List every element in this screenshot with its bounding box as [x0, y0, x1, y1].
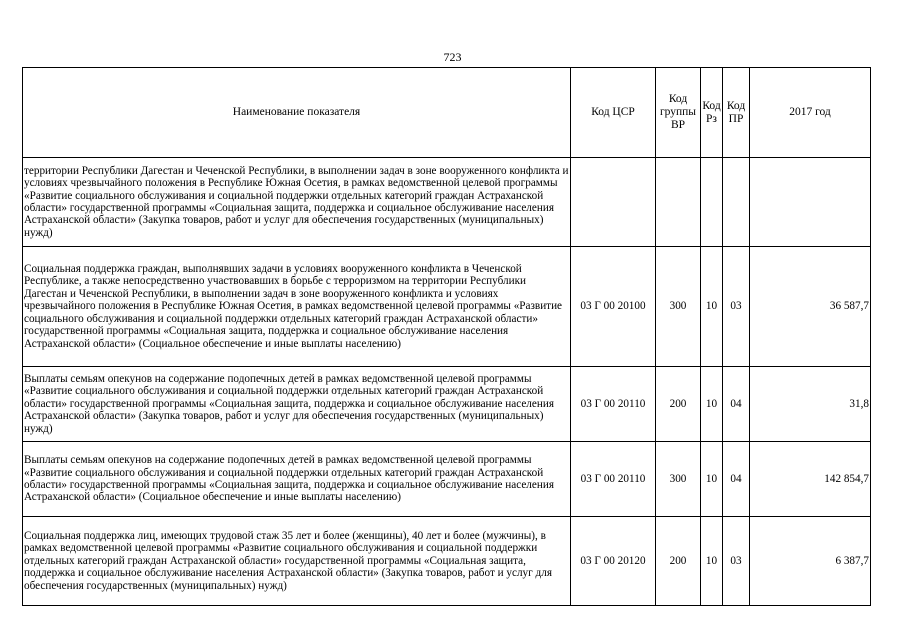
row-amount: 36 587,7 [750, 247, 871, 367]
row-csr-code: 03 Г 00 20110 [571, 442, 656, 517]
row-csr-code: 03 Г 00 20110 [571, 367, 656, 442]
row-vr-code: 200 [656, 367, 701, 442]
row-name: территории Республики Дагестан и Чеченской Республики, в выполнении задач в зоне вооруженного конфликта и условиях чрезвычайного положения в Республике Южная Осетия, в рамках ведомственной целевой программы «Развитие социального обслуживания и социальной поддержки отдельных категорий граждан Астраханской области» государственной программы «Социальная защита, поддержка и социальное обслуживание населения Астраханской области» (Закупка товаров, работ и услуг для обеспечения государственных (муниципальных) нужд) [23, 158, 571, 247]
row-rz-code [701, 158, 723, 247]
table-row [23, 367, 871, 442]
row-rz-code: 10 [701, 247, 723, 367]
row-rz-code: 10 [701, 367, 723, 442]
row-name: Социальная поддержка граждан, выполнявших задачи в условиях вооруженного конфликта в Чеченской Республике, а также непосредственно участвовавших в борьбе с терроризмом на территории Республики Дагестан и Чеченской Республики, в выполнении задач в зоне вооруженного конфликта и условиях чрезвычайного положения в Республике Южная Осетия, в рамках ведомственной целевой программы «Развитие социального обслуживания и социальной поддержки отдельных категорий граждан Астраханской области» государственной программы «Социальная защита, поддержка и социальное обслуживание населения Астраханской области» (Социальное обеспечение и иные выплаты населению) [23, 247, 571, 367]
row-pr-code: 03 [723, 247, 750, 367]
row-csr-code: 03 Г 00 20100 [571, 247, 656, 367]
row-vr-code: 200 [656, 517, 701, 606]
page-number: 723 [443, 50, 462, 64]
row-amount: 6 387,7 [750, 517, 871, 606]
table-row [23, 158, 871, 247]
row-csr-code: 03 Г 00 20120 [571, 517, 656, 606]
header-pr-code: Код ПР [723, 68, 750, 158]
row-vr-code [656, 158, 701, 247]
row-rz-code: 10 [701, 517, 723, 606]
row-name: Социальная поддержка лиц, имеющих трудовой стаж 35 лет и более (женщины), 40 лет и более (мужчины), в рамках ведомственной целевой программы «Развитие социального обслуживания и социальной поддержки отдельных категорий граждан Астраханской области» государственной программы «Социальная защита, поддержка и социальное обслуживание населения Астраханской области» (Закупка товаров, работ и услуг для обеспечения государственных (муниципальных) нужд) [23, 517, 571, 606]
row-vr-code: 300 [656, 247, 701, 367]
row-amount: 142 854,7 [750, 442, 871, 517]
row-pr-code [723, 158, 750, 247]
table-header-row [23, 68, 871, 158]
row-pr-code: 03 [723, 517, 750, 606]
row-pr-code: 04 [723, 367, 750, 442]
table-row [23, 442, 871, 517]
table-row [23, 247, 871, 367]
row-amount [750, 158, 871, 247]
table-row [23, 517, 871, 606]
row-name: Выплаты семьям опекунов на содержание подопечных детей в рамках ведомственной целевой программы «Развитие социального обслуживания и социальной поддержки отдельных категорий граждан Астраханской области» государственной программы «Социальная защита, поддержка и социальное обслуживание населения Астраханской области» (Социальное обеспечение и иные выплаты населению) [23, 442, 571, 517]
header-csr-code: Код ЦСР [571, 68, 656, 158]
row-pr-code: 04 [723, 442, 750, 517]
header-name: Наименование показателя [23, 68, 571, 158]
row-csr-code [571, 158, 656, 247]
row-rz-code: 10 [701, 442, 723, 517]
row-name: Выплаты семьям опекунов на содержание подопечных детей в рамках ведомственной целевой программы «Развитие социального обслуживания и социальной поддержки отдельных категорий граждан Астраханской области» государственной программы «Социальная защита, поддержка и социальное обслуживание населения Астраханской области» (Закупка товаров, работ и услуг для обеспечения государственных (муниципальных) нужд) [23, 367, 571, 442]
header-rz-code: Код Рз [701, 68, 723, 158]
row-amount: 31,8 [750, 367, 871, 442]
header-vr-code: Код группы ВР [656, 68, 701, 158]
row-vr-code: 300 [656, 442, 701, 517]
header-year: 2017 год [750, 68, 871, 158]
budget-table [22, 67, 871, 606]
